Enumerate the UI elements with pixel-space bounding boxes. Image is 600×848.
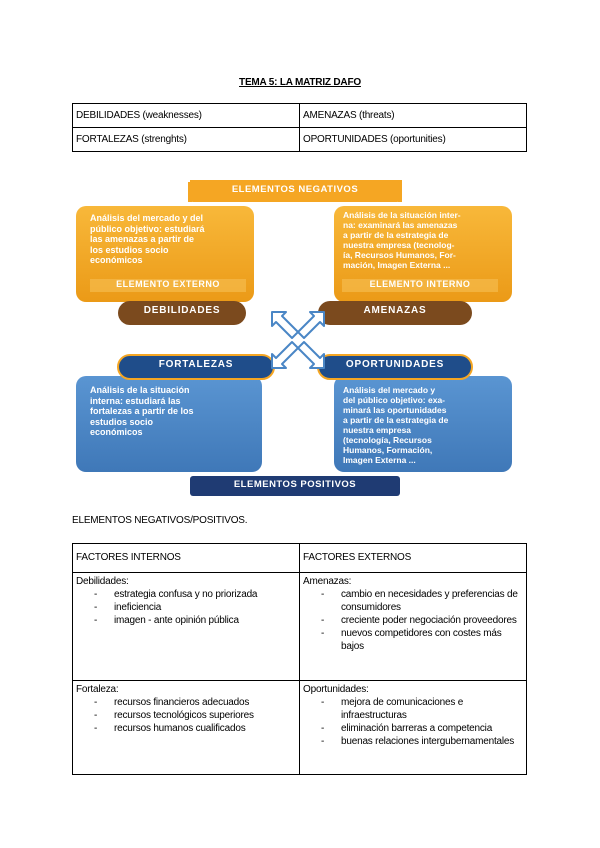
factors-table (72, 543, 527, 775)
text-line: los estudios socio (90, 244, 169, 255)
top-banner-text: ELEMENTOS NEGATIVOS (231, 184, 359, 195)
fortaleza-list (76, 696, 296, 735)
header-externos: FACTORES EXTERNOS (300, 544, 527, 573)
table-cell: AMENAZAS (threats) (300, 104, 527, 128)
list-item: - recursos humanos cualificados (94, 723, 246, 734)
text-line: las amenazas a partir de (90, 234, 195, 244)
fortaleza-cell (73, 681, 300, 775)
text-line: nuestra empresa (343, 425, 412, 435)
amenazas-list (303, 588, 523, 653)
list-item: - recursos financieros adecuados (94, 697, 250, 708)
list-item: - imagen - ante opinión pública (94, 615, 239, 626)
dafo-summary-table (72, 103, 527, 152)
list-item: - estrategia confusa y no priorizada (94, 589, 258, 600)
debilidades-label: DEBILIDADES (143, 305, 221, 316)
debilidades-list (76, 588, 296, 627)
text-line: fortalezas a partir de los (90, 406, 194, 416)
list-item: - buenas relaciones intergubernamentales (321, 736, 515, 747)
list-item: - eliminación barreras a competencia (321, 723, 493, 734)
text-line: Humanos, Formación, (343, 445, 433, 455)
text-line: Análisis de la situación inter- (343, 210, 461, 220)
text-line: (tecnología, Recursos (343, 435, 432, 445)
list-item: - ineficiencia (94, 602, 162, 613)
text-line: estudios socio (90, 416, 154, 427)
debilidades-title: Debilidades: (76, 576, 129, 587)
table-row (73, 573, 527, 681)
text-line: Análisis de la situación (90, 385, 190, 395)
list-item: - mejora de comunicaciones e infraestructuras (321, 697, 464, 721)
page-title: TEMA 5: LA MATRIZ DAFO (239, 77, 361, 88)
oportunidades-title: Oportunidades: (303, 684, 369, 695)
amenazas-label: AMENAZAS (363, 305, 427, 316)
text-line: Imagen Externa ... (343, 455, 416, 465)
list-item: - recursos tecnológicos superiores (94, 710, 254, 721)
table-row (73, 681, 527, 775)
list-item: - creciente poder negociación proveedores (321, 615, 517, 626)
list-item: - cambio en necesidades y preferencias de consumidores (321, 589, 518, 613)
text-line: del público objetivo: exa- (343, 395, 446, 405)
text-line: económicos (90, 427, 143, 437)
text-line: a partir de la estrategia de (343, 230, 449, 240)
table-cell: DEBILIDADES (weaknesses) (73, 104, 300, 128)
oportunidades-label: OPORTUNIDADES (345, 359, 445, 370)
elemento-externo-tag: ELEMENTO EXTERNO (116, 279, 220, 289)
fortalezas-label: FORTALEZAS (158, 359, 234, 370)
text-line: nuestra empresa (tecnolog- (343, 240, 455, 250)
section-label: ELEMENTOS NEGATIVOS/POSITIVOS. (72, 515, 248, 526)
amenazas-description (343, 210, 513, 270)
header-internos: FACTORES INTERNOS (73, 544, 300, 573)
text-line: mación, Imagen Externa ... (343, 260, 451, 270)
text-line: público objetivo: estudiará (90, 223, 205, 234)
table-header-row (73, 544, 527, 573)
elemento-interno-tag: ELEMENTO INTERNO (369, 279, 471, 289)
text-line: Análisis del mercado y del (90, 213, 204, 223)
list-item: - nuevos competidores con costes más bajos (321, 628, 502, 652)
text-line: a partir de la estrategia de (343, 415, 449, 425)
table-row (73, 128, 527, 152)
text-line: económicos (90, 255, 143, 265)
oportunidades-description (343, 385, 513, 465)
fortalezas-description (90, 385, 260, 438)
amenazas-title: Amenazas: (303, 576, 352, 587)
oportunidades-cell (300, 681, 527, 775)
text-line: ía, Recursos Humanos, For- (343, 250, 456, 260)
cross-arrows-icon (272, 312, 324, 368)
text-line: minará las oportunidades (343, 405, 447, 415)
oportunidades-list (303, 696, 523, 748)
table-cell: OPORTUNIDADES (oportunities) (300, 128, 527, 152)
text-line: na: examinará las amenazas (343, 220, 458, 230)
debilidades-description (90, 213, 255, 266)
text-line: Análisis del mercado y (343, 385, 436, 395)
bottom-banner-text: ELEMENTOS POSITIVOS (233, 479, 357, 490)
debilidades-cell (73, 573, 300, 681)
table-cell: FORTALEZAS (strenghts) (73, 128, 300, 152)
table-row (73, 104, 527, 128)
text-line: interna: estudiará las (90, 395, 181, 406)
amenazas-cell (300, 573, 527, 681)
fortaleza-title: Fortaleza: (76, 684, 119, 695)
